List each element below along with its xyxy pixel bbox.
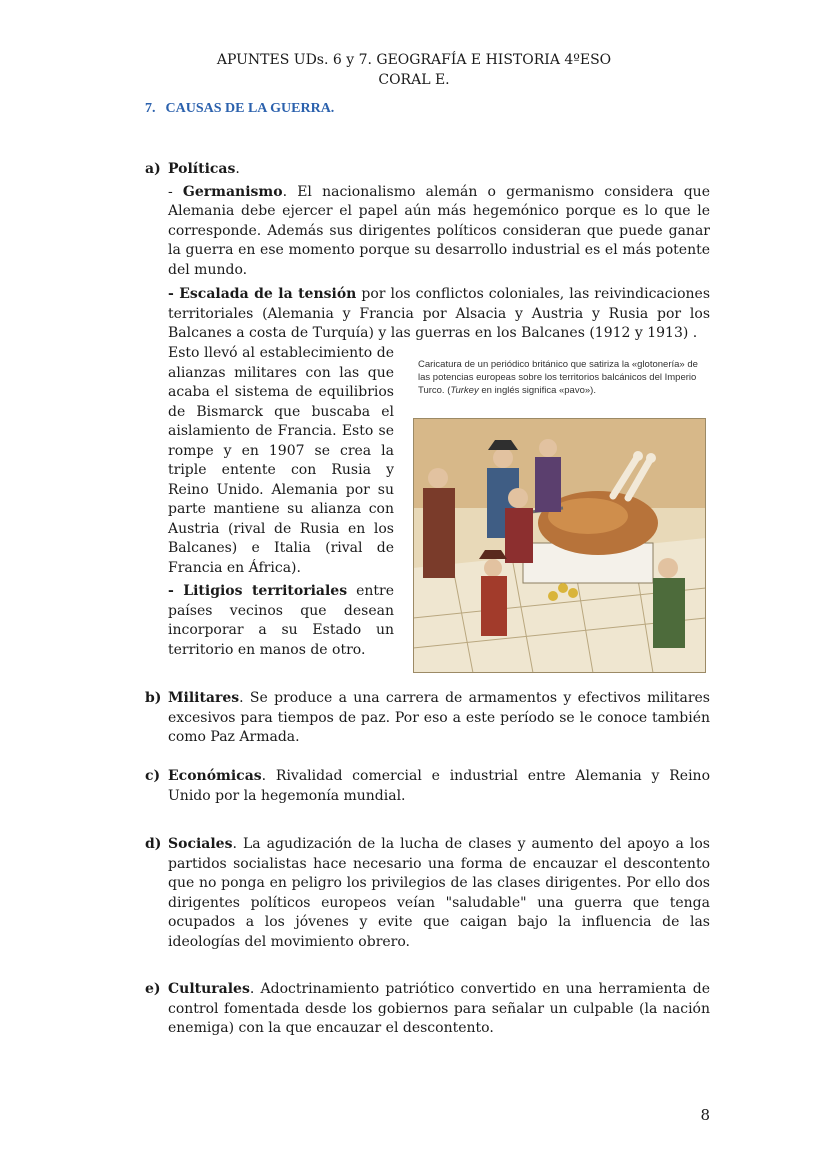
item-text: . Se produce a una carrera de armamentos y efectivos militares excesivos para tiempos de paz. Por eso a este período se le conoce también como Paz Armada.: [168, 690, 710, 745]
item-militares: [145, 689, 710, 748]
litigios-text: entre países vecinos que desean incorporar a su Estado un territorio en manos de otro.: [168, 583, 394, 658]
germanismo-text: . El nacionalismo alemán o germanismo considera que Alemania debe ejercer el papel aún más hegemónico porque es lo que le corresponde. Además sus dirigentes políticos consideran que puede ganar la guerra en ese momento porque su desarrollo industrial es el más potente del mundo.: [168, 183, 710, 278]
item-title: Culturales: [168, 981, 250, 997]
item-label: a): [145, 161, 161, 177]
item-culturales: [145, 980, 710, 1039]
item-title: Políticas: [168, 161, 236, 177]
header-line-1: APUNTES UDs. 6 y 7. GEOGRAFÍA E HISTORIA 4ºESO: [216, 52, 612, 68]
item-label: b): [145, 690, 162, 706]
item-text: . Rivalidad comercial e industrial entre Alemania y Reino Unido por la hegemonía mundial.: [168, 768, 710, 804]
item-title-tail: .: [235, 161, 240, 177]
escalada-term: - Escalada de la tensión: [168, 286, 357, 302]
item-label: e): [145, 981, 161, 997]
item-title: Militares: [168, 690, 240, 706]
document-header: [0, 52, 828, 89]
germanismo-prefix: -: [168, 183, 183, 200]
litigios-term: - Litigios territoriales: [168, 583, 348, 599]
header-line-2: CORAL E.: [378, 72, 450, 88]
item-title: Económicas: [168, 768, 262, 784]
item-text: . La agudización de la lucha de clases y aumento del apoyo a los partidos socialistas hace necesario una forma de encauzar el descontento que no ponga en peligro los privilegios de las clases dirigentes. Por ello dos dirigentes políticos europeos veían "saludable" una guerra que tenga ocupados a los jóvenes y evite que caigan bajo la influencia de las ideologías del movimiento obrero.: [168, 836, 710, 950]
caricature-illustration: [413, 418, 706, 673]
wrapped-text-column: [168, 344, 394, 660]
item-text: . Adoctrinamiento patriótico convertido en una herramienta de control fomentada desde los gobiernos para señalar un culpable (la nación enemiga) con la que encauzar el descontento.: [168, 981, 710, 1036]
section-title: [145, 101, 334, 117]
caption-text-end: en inglés significa «pavo»).: [478, 385, 596, 396]
item-label: c): [145, 768, 161, 784]
item-sociales: [145, 835, 710, 952]
caption-text: Caricatura de un periódico británico que satiriza la «glotonería» de las potencias europeas sobre los territorios balcánicos del Imperio Turco. (: [418, 359, 698, 396]
item-economicas: [145, 767, 710, 806]
alianzas-text: Esto llevó al establecimiento de alianzas militares con las que acaba el sistema de equilibrios de Bismarck que buscaba el aislamiento de Francia. Esto se rompe y en 1907 se crea la triple entente con Rusia y Reino Unido. Alemania por su parte mantiene su alianza con Austria (rival de Rusia en los Balcanes) e Italia (rival de Francia en África).: [168, 345, 394, 576]
germanismo-term: Germanismo: [182, 183, 283, 200]
escalada-text: por los conflictos coloniales, las reivindicaciones territoriales (Alemania y Francia por Alsacia y Austria y Rusia por los Balcanes a costa de Turquía) y las guerras en los Balcanes (1912 y 1913) .: [168, 286, 710, 341]
section-title-text: CAUSAS DE LA GUERRA.: [165, 101, 335, 116]
section-number: 7.: [145, 101, 156, 116]
page-number: 8: [700, 1106, 710, 1124]
caricature-figure: [408, 350, 708, 675]
item-label: d): [145, 836, 162, 852]
figure-caption: [418, 358, 703, 397]
item-politicas: [145, 160, 710, 344]
item-title: Sociales: [168, 836, 233, 852]
caption-italic: Turkey: [450, 385, 479, 396]
